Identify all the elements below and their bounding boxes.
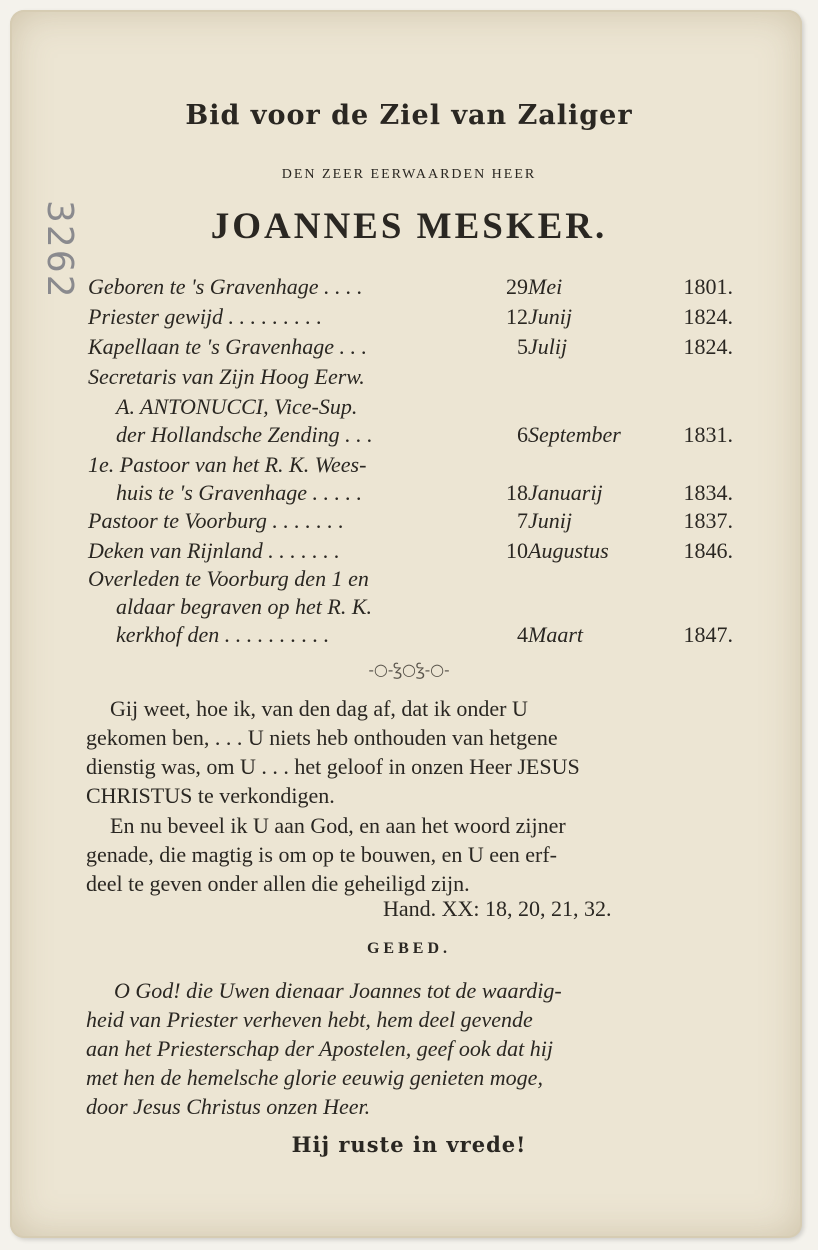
card-heading: Bid voor de Ziel van Zaliger — [185, 100, 633, 131]
career-year: 1846. — [683, 538, 733, 563]
ornament-divider: -○-Ꝣ○Ꝣ-○- — [368, 660, 450, 679]
career-row — [88, 420, 733, 450]
scripture-line: En nu beveel ik U aan God, en aan het woord zijner — [110, 813, 566, 838]
career-row — [88, 536, 733, 566]
career-description: 1e. Pastoor van het R. K. Wees- — [88, 452, 367, 477]
career-day: 4 — [517, 622, 528, 647]
career-row — [88, 450, 733, 480]
career-description: Overleden te Voorburg den 1 en — [88, 566, 369, 591]
scripture-reference: Hand. XX: 18, 20, 21, 32. — [383, 896, 612, 921]
career-description: Geboren te 's Gravenhage . . . . — [88, 274, 363, 299]
career-row — [88, 506, 733, 536]
career-description: der Hollandsche Zending . . . — [116, 422, 373, 447]
prayer-line: O God! die Uwen dienaar Joannes tot de waardig- — [114, 978, 562, 1003]
career-year: 1801. — [683, 274, 733, 299]
career-description: aldaar begraven op het R. K. — [116, 594, 373, 619]
scripture-line: Gij weet, hoe ik, van den dag af, dat ik onder U — [110, 696, 528, 721]
scripture-line: dienstig was, om U . . . het geloof in onzen Heer JESUS — [86, 754, 580, 779]
career-year: 1824. — [683, 304, 733, 329]
scripture-line: gekomen ben, . . . U niets heb onthouden van hetgene — [86, 725, 558, 750]
career-row — [88, 332, 733, 362]
career-day: 7 — [517, 508, 528, 533]
career-month: Junij — [528, 304, 572, 329]
card-subheading: DEN ZEER EERWAARDEN HEER — [281, 167, 537, 182]
career-day: 5 — [517, 334, 528, 359]
career-month: September — [528, 422, 621, 447]
career-year: 1834. — [683, 480, 733, 505]
career-row — [88, 564, 733, 594]
career-description: Pastoor te Voorburg . . . . . . . — [88, 508, 344, 533]
career-description: huis te 's Gravenhage . . . . . — [116, 480, 363, 505]
prayer-line: aan het Priesterschap der Apostelen, geef ook dat hij — [86, 1036, 554, 1061]
career-month: Augustus — [528, 538, 609, 563]
career-description: Secretaris van Zijn Hoog Eerw. — [88, 364, 365, 389]
deceased-name: JOANNES MESKER. — [210, 206, 608, 247]
prayer-title: GEBED. — [366, 940, 451, 957]
career-day: 12 — [506, 304, 528, 329]
career-day: 29 — [506, 274, 528, 299]
closing-line: Hij ruste in vrede! — [291, 1132, 527, 1157]
scripture-line: CHRISTUS te verkondigen. — [86, 783, 335, 808]
prayer-line: heid van Priester verheven hebt, hem deel gevende — [86, 1007, 533, 1032]
career-row — [88, 478, 733, 508]
career-day: 6 — [517, 422, 528, 447]
scripture-line: genade, die magtig is om op te bouwen, en U een erf- — [86, 842, 558, 867]
career-row — [88, 592, 733, 622]
career-description: Priester gewijd . . . . . . . . . — [88, 304, 323, 329]
career-row — [88, 620, 733, 650]
career-description: Kapellaan te 's Gravenhage . . . — [88, 334, 368, 359]
career-year: 1837. — [683, 508, 733, 533]
career-description: kerkhof den . . . . . . . . . . — [116, 622, 330, 647]
career-month: Mei — [528, 274, 563, 299]
prayer-line: door Jesus Christus onzen Heer. — [86, 1094, 371, 1119]
pencil-inventory-number: 3262 — [39, 200, 80, 300]
scripture-line: deel te geven onder allen die geheiligd zijn. — [86, 871, 470, 896]
career-description: Deken van Rijnland . . . . . . . — [88, 538, 340, 563]
career-month: Julij — [528, 334, 568, 359]
career-day: 18 — [506, 480, 528, 505]
career-day: 10 — [506, 538, 528, 563]
career-month: Januarij — [528, 480, 603, 505]
career-row — [88, 302, 733, 332]
career-month: Junij — [528, 508, 572, 533]
career-row — [88, 272, 733, 302]
career-year: 1847. — [683, 622, 733, 647]
career-month: Maart — [528, 622, 583, 647]
career-row — [88, 362, 733, 392]
career-year: 1824. — [683, 334, 733, 359]
career-year: 1831. — [683, 422, 733, 447]
career-row — [88, 392, 733, 422]
career-description: A. ANTONUCCI, Vice-Sup. — [116, 394, 358, 419]
prayer-line: met hen de hemelsche glorie eeuwig genieten moge, — [86, 1065, 543, 1090]
